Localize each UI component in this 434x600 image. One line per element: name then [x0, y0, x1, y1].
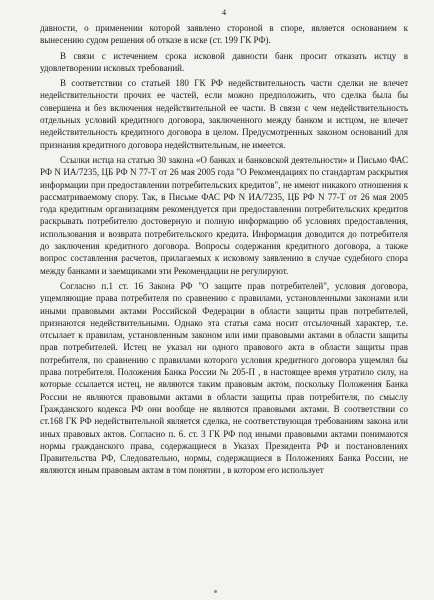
paragraph-limitation-continuation: давности, о применении которой заявлено стороной в споре, является основанием к вынесению судом решения об отказе в иске (ст. 199 ГК РФ).	[40, 23, 408, 46]
paragraph-fas-letter: Ссылки истца на статью 30 закона «О банках и банковской деятельности» и Письмо ФАС РФ N ИА/7235, ЦБ РФ N 77-Т от 26 мая 2005 года "О Рекомендациях по стандартам раскрытия информации при предоставлении потребительских кредитов", не имеют никакого отношения к рассматриваемому спору. Так, в Письме ФАС РФ N ИА/7235, ЦБ РФ N 77-Т от 26 мая 2005 года кредитным организациям рекомендуется при предоставлении потребительских кредитов раскрывать потребителю достоверную и полную информацию об условиях предоставления, использования и возврата потребительского кредита. Информация доводится до потребителя до заключения кредитного договора. Вопросы содержания кредитного договора, а также вопрос составления расчетов, прилагаемых к исковому заявлению в случае судебного спора между банками и заемщиками эти Рекомендации не регулируют.	[40, 154, 408, 276]
paragraph-article-180: В соответствии со статьей 180 ГК РФ недействительность части сделки не влечет недействительности прочих ее частей, если можно предположить, что сделка была бы совершена и без включения недействительной ее части. В связи с чем недействительность отдельных условий кредитного договора, заключенного между банком и истцом, не влечет недействительность кредитного договора в целом. Предусмотренных законом оснований для признания кредитного договора недействительным, не имеется.	[40, 78, 408, 150]
page-number: 4	[221, 7, 227, 17]
paragraph-bank-request: В связи с истечением срока исковой давности банк просит отказать истцу в удовлетворении исковых требований.	[40, 50, 408, 73]
scan-speck	[214, 590, 217, 593]
paragraph-consumer-protection: Согласно п.1 ст. 16 Закона РФ "О защите прав потребителей", условия договора, ущемляющие права потребителя по сравнению с правилами, установленными законами или иными правовыми актами Российской Федерации в области защиты прав потребителей, признаются недействительными. Однако эта статья сама носит отсылочный характер, т.е. отсылает к правилам, установленным законом или ими правовыми актами в области защиты прав потребителей. Истец не указал ни одного правового акта в области защиты прав потребителя, по сравнению с правилами которого условия кредитного договора ущемлял бы права потребителя. Положения Банка России № 205-П , в настоящее время утратило силу, на которые ссылается истец, не являются таким правовым актом, поскольку Положения Банка России не являются правовыми актами в области защиты прав потребителя, по смыслу Гражданского кодекса РФ они вообще не являются правовыми актами. В соответствии со ст.168 ГК РФ недействительной является сделка, не соответствующая требованиям закона или иных правовых актов. Согласно п. 6. ст. 3 ГК РФ под иными правовыми актами понимаются нормы гражданского права, содержащиеся в Указах Президента РФ и постановлениях Правительства РФ, Следовательно, нормы, содержащиеся в Положениях Банка России, не являются иным правовым актам в том понятии , в котором его использует	[40, 280, 408, 476]
